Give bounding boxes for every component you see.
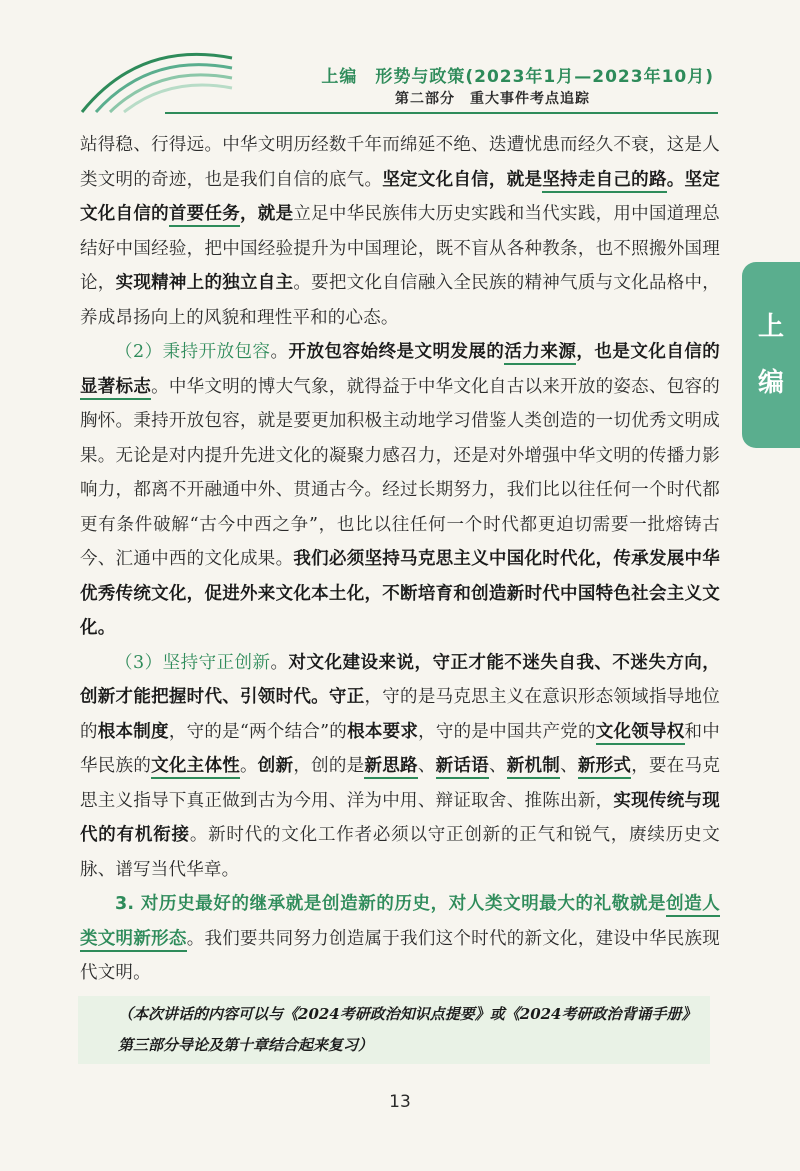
text: 。新时代的文化工作者必须以守正创新的正气和锐气，赓续历史文脉、谱写当代华章。 [80,825,720,880]
underlined-text: 坚持走自己的路 [542,170,666,193]
section-heading: 3. 对历史最好的继承就是创造新的历史，对人类文明最大的礼敬就是 [115,894,667,914]
text: ，要在马克思主义指导下真正做到古为今用、洋为中用、辩证取舍、推陈出新， [80,756,721,811]
text: ，创的是 [293,756,365,776]
text: 、 [488,756,507,776]
text: 。 [270,652,289,673]
bold-text: ，也是文化自信的 [576,342,721,362]
text: 、 [417,756,436,776]
underlined-heading: 创造人类文明新形态 [80,894,720,952]
underlined-text: 新思路 [364,756,417,779]
text: 我们要共同努力创造属于我们这个时代的新文化，建设中华民族现代文明。 [80,928,720,983]
text: 和中华民族的 [80,721,721,776]
underlined-text: 显著标志 [80,377,151,400]
bold-text: ，就是 [240,204,294,224]
paragraph-3 [80,646,720,888]
bold-text: 开放包容始终是文明发展的 [288,342,505,362]
text: 。中华文明的博大气象，就得益于中华文化自古以来开放的姿态、包容的胸怀。秉持开放包容，就是要更加积极主动地学习借鉴人类创造的一切优秀文明成果。无论是对内提升先进文化的凝聚力感召力，还是对外增强中华文明的传播力影响力，都离不开融通中外、贯通古今。经过长期努力，我们比以往任何一个时代都更有条件破解“古今中西之争”，也比以往任何一个时代都更迫切需要一批熔铸古今、汇通中西的文化成果。 [80,376,720,569]
bold-text: 守正 [328,687,365,707]
bold-text: 根本制度 [97,721,169,742]
header-title: 上编 形势与政策(2023年1月—2023年10月) [321,67,714,87]
bold-text: 坚定文化自信，就是 [382,169,543,190]
bold-text: 根本要求 [347,721,419,742]
page-body [80,128,720,991]
bold-text: 坚定文化自信的 [80,169,720,224]
paragraph-1 [80,128,720,335]
header-subtitle: 第二部分 重大事件考点追踪 [395,91,590,107]
header-decoration-arcs [0,0,240,120]
text: 立足中华民族伟大历史实践和当代实践，用中国道理总结好中国经验，把中国经验提升为中国理论，既不盲从各种教条，也不照搬外国理论， [80,204,720,293]
text: ，守的是马克思主义在意识形态领域指导地位的 [80,687,720,742]
paragraph-2 [80,335,720,646]
underlined-text: 新形式 [578,756,631,779]
text: 站得稳、行得远。中华文明历经数千年而绵延不绝、迭遭忧患而经久不衰，这是人类文明的奇迹，也是我们自信的底气。 [80,135,720,190]
bold-text: 实现精神上的独立自主 [115,273,294,293]
text: 、 [560,756,578,776]
bold-text: 创新 [257,756,294,776]
text: 。 [186,928,205,949]
underlined-text: 新话语 [436,756,489,779]
section-heading: （3）坚持守正创新 [115,652,271,673]
underlined-text: 文化领导权 [596,722,685,745]
text: 。 [270,342,289,362]
underlined-text: 文化主体性 [151,756,240,779]
text: 。 [240,756,258,776]
side-tab [742,262,800,448]
underlined-text: 首要任务 [169,204,240,227]
bold-text: 对文化建设来说，守正才能不迷失自我、不迷失方向，创新才能把握时代、引领时代。 [80,652,720,707]
review-note: （本次讲话的内容可以与《2024考研政治知识点提要》或《2024考研政治背诵手册》第三部分导论及第十章结合起来复习） [78,996,710,1064]
side-tab-char: 上 [757,312,784,342]
underlined-text: 新机制 [507,756,560,779]
section-heading: （2）秉持开放包容 [115,342,271,362]
bold-text: 。 [666,169,685,190]
bold-text: 实现传统与现代的有机衔接 [80,790,721,845]
text: ，守的是中国共产党的 [418,721,596,742]
text: ，守的是“两个结合”的 [168,721,348,742]
page-number: 13 [389,1092,411,1112]
header-rule [165,112,718,114]
side-tab-char: 编 [757,368,784,398]
text: 。要把文化自信融入全民族的精神气质与文化品格中，养成昂扬向上的风貌和理性平和的心态。 [80,273,720,328]
paragraph-4 [80,887,720,991]
bold-text: 我们必须坚持马克思主义中国化时代化，传承发展中华优秀传统文化，促进外来文化本土化，不断培育和创造新时代中国特色社会主义文化。 [80,549,720,638]
underlined-text: 活力来源 [504,342,576,365]
